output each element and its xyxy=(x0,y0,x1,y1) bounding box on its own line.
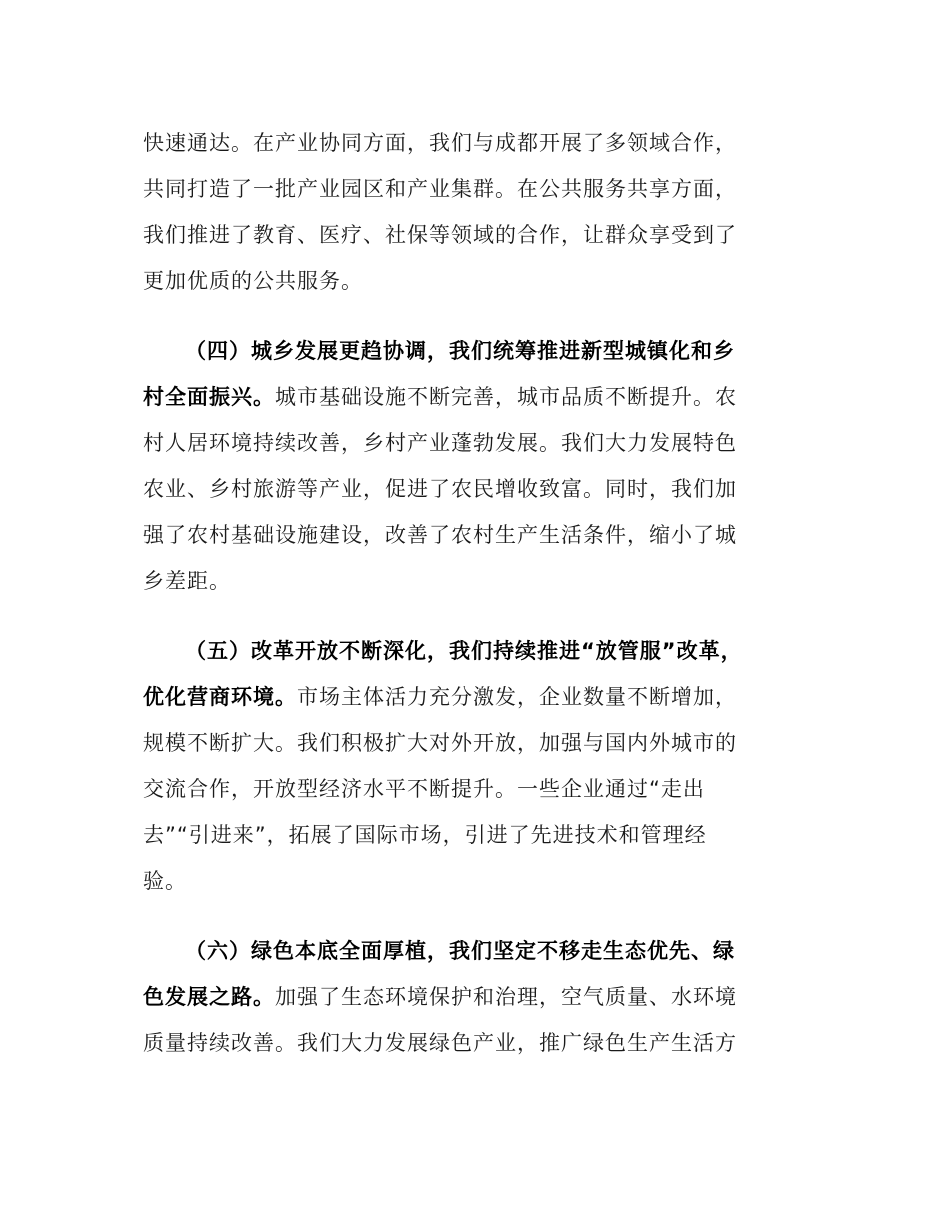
paragraph-urban-rural xyxy=(143,328,815,604)
text-fragment: 市场主体活力充分激发，企业数量不断增加， xyxy=(297,685,737,709)
text-line: 交流合作，开放型经济水平不断提升。一些企业通过“走出 xyxy=(143,777,705,801)
paragraph-reform-opening xyxy=(143,628,815,904)
text-line: 更加优质的公共服务。 xyxy=(143,269,363,293)
text-line xyxy=(143,374,815,420)
text-line: 强了农村基础设施建设，改善了农村生产生活条件，缩小了城 xyxy=(143,523,737,547)
text-fragment: 城市基础设施不断完善，城市品质不断提升。农 xyxy=(275,385,737,409)
text-line: 共同打造了一批产业园区和产业集群。在公共服务共享方面， xyxy=(143,177,737,201)
paragraph-regional-cooperation xyxy=(143,120,815,304)
text-line: 快速通达。在产业协同方面，我们与成都开展了多领域合作， xyxy=(143,131,737,155)
text-line: 去”“引进来”，拓展了国际市场，引进了先进技术和管理经 xyxy=(143,823,707,847)
text-line: 规模不断扩大。我们积极扩大对外开放，加强与国内外城市的 xyxy=(143,731,737,755)
paragraph-green-development xyxy=(143,928,815,1066)
text-line xyxy=(143,674,815,720)
section-heading-4: （四）城乡发展更趋协调，我们统筹推进新型城镇化和乡 xyxy=(185,339,735,363)
document-body xyxy=(143,120,815,1066)
text-line: 农业、乡村旅游等产业，促进了农民增收致富。同时，我们加 xyxy=(143,477,737,501)
text-line: 我们推进了教育、医疗、社保等领域的合作，让群众享受到了 xyxy=(143,223,737,247)
text-line: 验。 xyxy=(143,869,187,893)
section-heading-4-tail: 村全面振兴。 xyxy=(143,385,275,409)
section-heading-5-tail: 优化营商环境。 xyxy=(143,685,297,709)
section-heading-6: （六）绿色本底全面厚植，我们坚定不移走生态优先、绿 xyxy=(185,939,735,963)
text-line: 质量持续改善。我们大力发展绿色产业，推广绿色生产生活方 xyxy=(143,1031,737,1055)
text-line: 村人居环境持续改善，乡村产业蓬勃发展。我们大力发展特色 xyxy=(143,431,737,455)
text-line xyxy=(143,974,815,1020)
text-line: 乡差距。 xyxy=(143,569,231,593)
section-heading-5: （五）改革开放不断深化，我们持续推进“放管服”改革， xyxy=(185,639,743,663)
text-fragment: 加强了生态环境保护和治理，空气质量、水环境 xyxy=(275,985,737,1009)
section-heading-6-tail: 色发展之路。 xyxy=(143,985,275,1009)
